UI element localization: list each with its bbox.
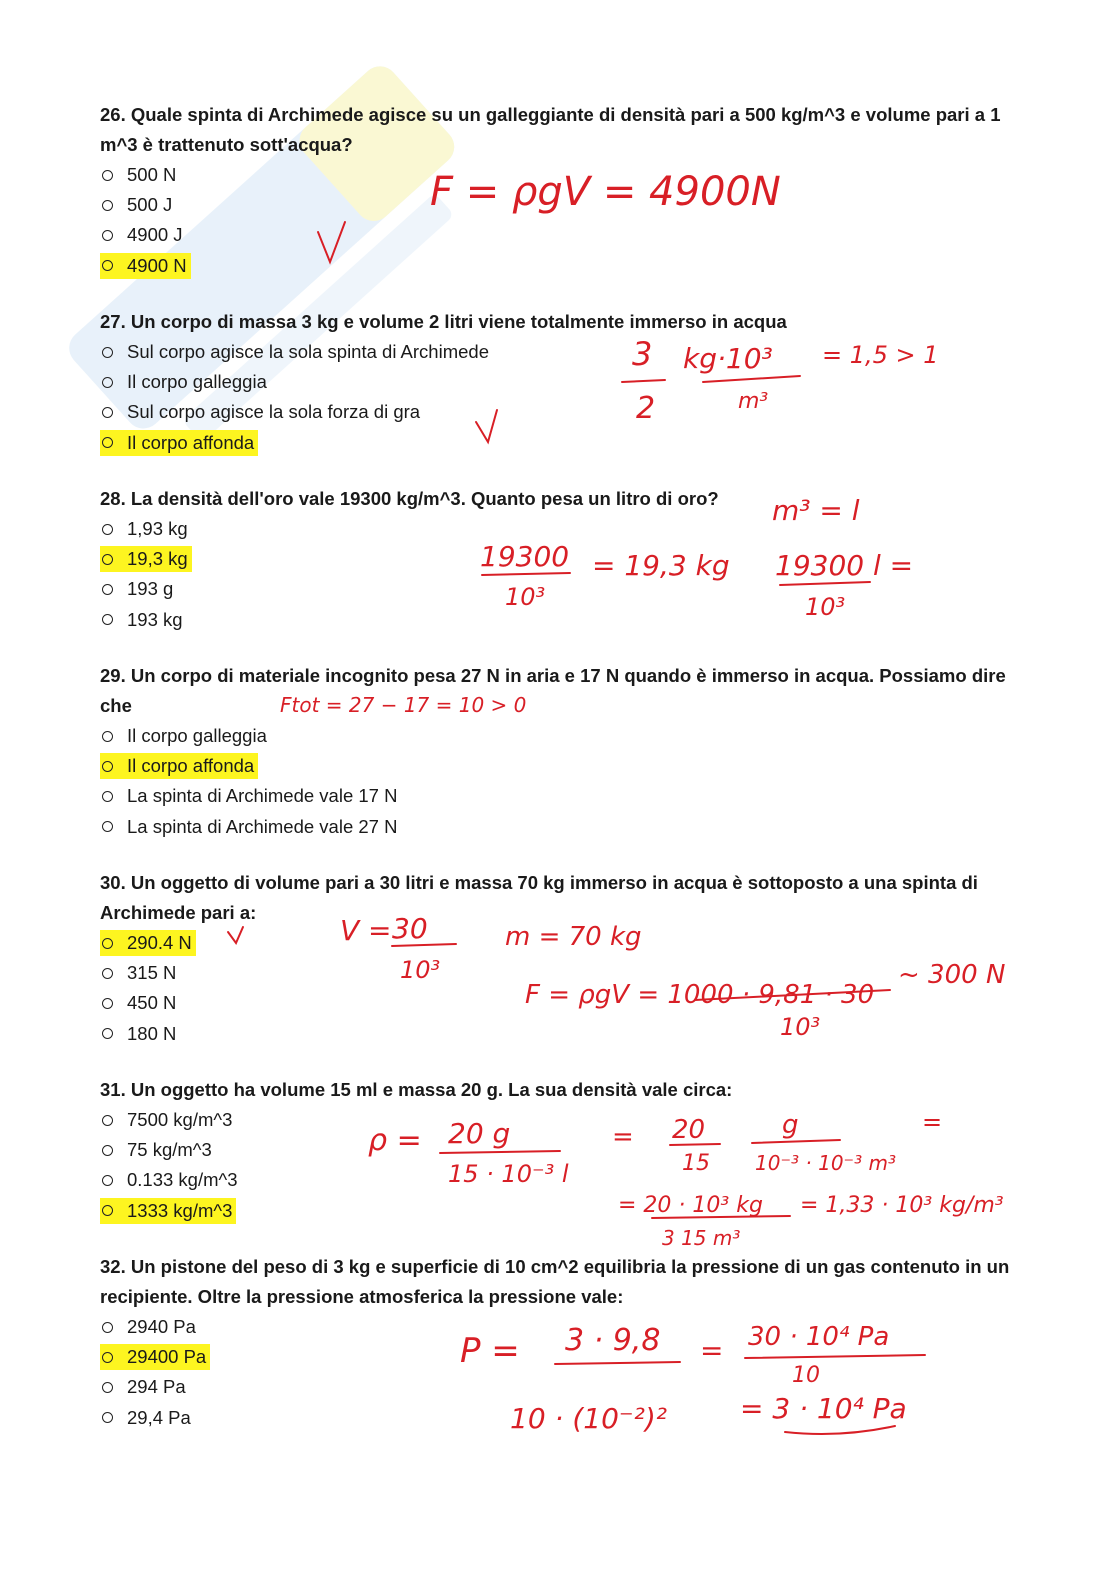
question-text: 27. Un corpo di massa 3 kg e volume 2 litri viene totalmente immerso in acqua [100, 311, 787, 332]
question-32 [100, 1252, 1020, 1433]
note-q28-alt: 19300 l = [775, 549, 914, 582]
radio-bullet-icon[interactable] [102, 524, 113, 535]
option-item-selected[interactable]: 290.4 N [100, 928, 1020, 958]
note-q30-v: V = [340, 914, 392, 947]
note-q31-eq2: = [922, 1108, 943, 1136]
options-list [100, 514, 1020, 635]
radio-bullet-icon[interactable] [102, 200, 113, 211]
option-item-selected[interactable]: Il corpo affonda [100, 751, 1020, 781]
options-list [100, 721, 1020, 842]
note-q29: Ftot = 27 − 17 = 10 > 0 [280, 693, 527, 717]
option-item-selected[interactable]: 4900 N [100, 251, 1020, 281]
note-q30-f: F = ρgV = 1000 · 9,81 · 30 [525, 980, 875, 1010]
note-q31-n3: g [782, 1110, 799, 1140]
radio-bullet-icon[interactable] [102, 377, 113, 388]
note-q27-unit: kg·10³ [683, 342, 773, 375]
note-q30-m: m = 70 kg [505, 922, 642, 952]
note-q32-p: P = [460, 1331, 520, 1371]
radio-bullet-icon[interactable] [102, 1205, 113, 1216]
option-item[interactable]: 7500 kg/m^3 [100, 1105, 1020, 1135]
option-item-selected[interactable]: 1333 kg/m^3 [100, 1196, 1020, 1226]
option-item[interactable]: Il corpo galleggia [100, 721, 1020, 751]
options-list [100, 1105, 1020, 1226]
note-q28-eq: m³ = l [772, 494, 860, 527]
radio-bullet-icon[interactable] [102, 230, 113, 241]
radio-bullet-icon[interactable] [102, 260, 113, 271]
question-31 [100, 1075, 1020, 1226]
note-q30-den2: 10³ [780, 1013, 821, 1041]
option-item[interactable]: 500 J [100, 190, 1020, 220]
question-text: 30. Un oggetto di volume pari a 30 litri e massa 70 kg immerso in acqua è sottoposto a una spinta di Archimede pari a: [100, 872, 978, 923]
note-q32-d2: 10 [792, 1363, 820, 1388]
option-item-selected[interactable]: 19,3 kg [100, 544, 1020, 574]
note-q31-eq1: = [612, 1122, 634, 1152]
note-q31-rho: ρ = [368, 1123, 422, 1158]
radio-bullet-icon[interactable] [102, 347, 113, 358]
option-item[interactable]: 1,93 kg [100, 514, 1020, 544]
note-q31-num: 20 g [448, 1117, 511, 1150]
options-list [100, 1312, 1020, 1433]
radio-bullet-icon[interactable] [102, 1382, 113, 1393]
note-q31-d3: 10⁻³ · 10⁻³ m³ [755, 1151, 896, 1175]
option-item-selected[interactable]: Il corpo affonda [100, 428, 1020, 458]
radio-bullet-icon[interactable] [102, 1115, 113, 1126]
question-29 [100, 661, 1020, 842]
note-q26-formula: F = ρgV = 4900N [430, 169, 781, 215]
option-item[interactable]: 193 kg [100, 605, 1020, 635]
option-item[interactable]: 2940 Pa [100, 1312, 1020, 1342]
question-27 [100, 307, 1020, 458]
note-q28-alt-den: 10³ [805, 593, 846, 621]
option-item[interactable]: 180 N [100, 1019, 1020, 1049]
radio-bullet-icon[interactable] [102, 1352, 113, 1363]
question-text: 29. Un corpo di materiale incognito pesa 27 N in aria e 17 N quando è immerso in acqua. Possiamo dire che [100, 665, 1006, 716]
radio-bullet-icon[interactable] [102, 1412, 113, 1423]
radio-bullet-icon[interactable] [102, 407, 113, 418]
note-q32-num: 3 · 9,8 [565, 1323, 661, 1358]
question-text: 26. Quale spinta di Archimede agisce su un galleggiante di densità pari a 500 kg/m^3 e volume pari a 1 m^3 è trattenuto sott'acqua? [100, 104, 1001, 155]
note-q32-n2: 30 · 10⁴ Pa [748, 1322, 890, 1352]
radio-bullet-icon[interactable] [102, 791, 113, 802]
note-q27-den-unit: m³ [738, 389, 769, 414]
note-q27-result: = 1,5 > 1 [822, 341, 939, 369]
radio-bullet-icon[interactable] [102, 1322, 113, 1333]
question-30 [100, 868, 1020, 1049]
note-q32-res: = 3 · 10⁴ Pa [740, 1392, 907, 1425]
note-q28-res: = 19,3 kg [592, 549, 730, 582]
note-q28-den: 10³ [505, 583, 546, 611]
option-item[interactable]: Il corpo galleggia [100, 367, 1020, 397]
options-list [100, 337, 1020, 458]
options-list [100, 928, 1020, 1049]
option-item[interactable]: Sul corpo agisce la sola forza di gra [100, 397, 1020, 427]
option-item-selected[interactable]: 29400 Pa [100, 1342, 1020, 1372]
question-text: 31. Un oggetto ha volume 15 ml e massa 20 g. La sua densità vale circa: [100, 1079, 733, 1100]
option-item[interactable]: 315 N [100, 958, 1020, 988]
note-q27-num: 3 [632, 335, 653, 373]
note-q31-den: 15 · 10⁻³ l [448, 1160, 569, 1188]
question-28 [100, 484, 1020, 635]
radio-bullet-icon[interactable] [102, 614, 113, 625]
note-q28-num: 19300 [480, 540, 570, 573]
note-q27-den: 2 [636, 391, 656, 426]
radio-bullet-icon[interactable] [102, 1028, 113, 1039]
radio-bullet-icon[interactable] [102, 584, 113, 595]
option-item[interactable]: Sul corpo agisce la sola spinta di Archimede [100, 337, 1020, 367]
options-list [100, 160, 1020, 281]
note-q30-num: 30 [392, 912, 428, 945]
question-text: 28. La densità dell'oro vale 19300 kg/m^3. Quanto pesa un litro di oro? [100, 488, 719, 509]
note-q32-den: 10 · (10⁻²)² [510, 1402, 668, 1435]
radio-bullet-icon[interactable] [102, 938, 113, 949]
option-item[interactable]: La spinta di Archimede vale 17 N [100, 781, 1020, 811]
note-q32-eq: = [700, 1334, 724, 1367]
option-item[interactable]: 193 g [100, 574, 1020, 604]
note-q31-d4: 3 15 m³ [662, 1226, 741, 1250]
option-item[interactable]: La spinta di Archimede vale 27 N [100, 812, 1020, 842]
radio-bullet-icon[interactable] [102, 1145, 113, 1156]
radio-bullet-icon[interactable] [102, 761, 113, 772]
note-q31-d2: 15 [682, 1151, 710, 1176]
note-q31-n4: = 20 · 10³ kg [618, 1193, 763, 1218]
option-item[interactable]: 75 kg/m^3 [100, 1135, 1020, 1165]
radio-bullet-icon[interactable] [102, 821, 113, 832]
option-item[interactable]: 0.133 kg/m^3 [100, 1165, 1020, 1195]
note-q31-n2: 20 [672, 1115, 706, 1145]
option-item[interactable]: 4900 J [100, 220, 1020, 250]
option-item[interactable]: 450 N [100, 988, 1020, 1018]
note-q31-res: = 1,33 · 10³ kg/m³ [800, 1193, 1004, 1218]
option-item[interactable]: 500 N [100, 160, 1020, 190]
radio-bullet-icon[interactable] [102, 170, 113, 181]
radio-bullet-icon[interactable] [102, 437, 113, 448]
radio-bullet-icon[interactable] [102, 731, 113, 742]
note-q30-den: 10³ [400, 956, 441, 984]
question-26 [100, 100, 1020, 281]
question-text: 32. Un pistone del peso di 3 kg e superficie di 10 cm^2 equilibria la pressione di un gas contenuto in un recipiente. Oltre la pressione atmosferica la pressione vale: [100, 1256, 1010, 1307]
radio-bullet-icon[interactable] [102, 968, 113, 979]
radio-bullet-icon[interactable] [102, 998, 113, 1009]
radio-bullet-icon[interactable] [102, 554, 113, 565]
option-item[interactable]: 29,4 Pa [100, 1403, 1020, 1433]
note-q30-res: ~ 300 N [898, 960, 1006, 990]
radio-bullet-icon[interactable] [102, 1175, 113, 1186]
option-item[interactable]: 294 Pa [100, 1372, 1020, 1402]
